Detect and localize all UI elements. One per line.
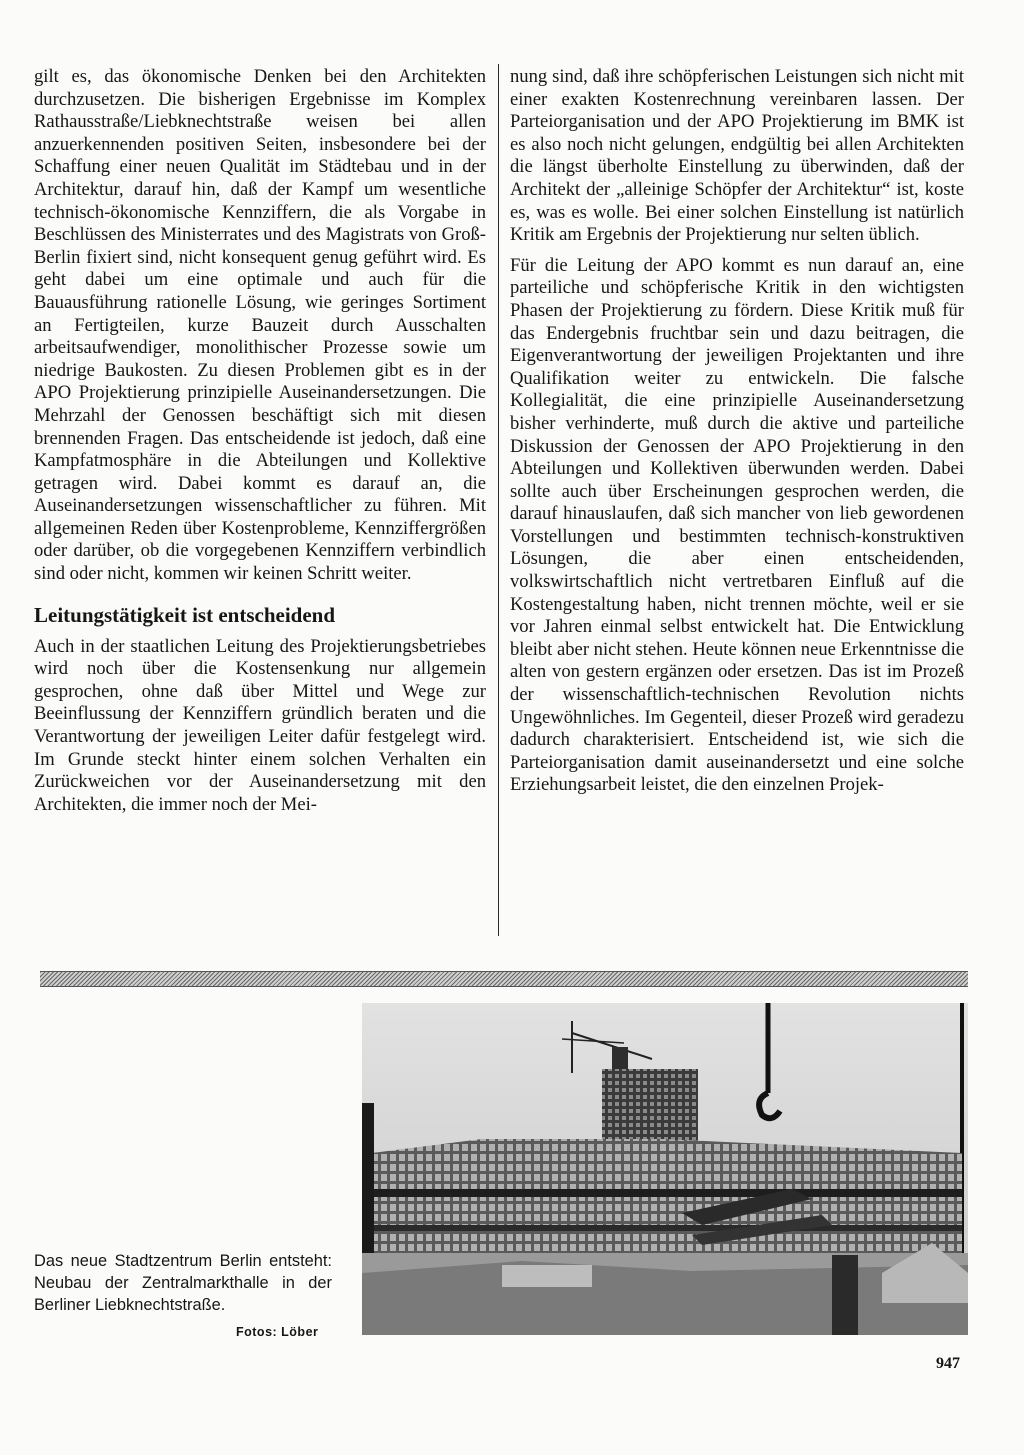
photo-caption: Das neue Stadtzentrum Berlin entsteht: Neubau der Zentralmarkthalle in der Berliner Liebknechtstraße.: [34, 1252, 332, 1314]
left-column: [34, 66, 486, 816]
right-paragraph-1: nung sind, daß ihre schöpferischen Leistungen sich nicht mit einer exakten Kostenrechnung vereinbaren lassen. Der Parteiorganisation und der APO Projektierung im BMK ist es also noch nicht gelungen, endgültig bei allen Architekten die längst überholte Einstellung zu überwinden, daß der Architekt der „alleinige Schöpfer der Architektur“ ist, koste es, was es wolle. Bei einer solchen Einstellung ist natürlich Kritik am Ergebnis der Projektierung nur selten üblich.: [510, 66, 964, 246]
right-column: [510, 66, 964, 797]
construction-photo: [362, 1003, 968, 1335]
right-paragraph-2: Für die Leitung der APO kommt es nun darauf an, eine parteiliche und schöpferische Kritik in den wichtigsten Phasen der Projektierung zu fördern. Diese Kritik muß für das Endergebnis fruchtbar sein und dazu beitragen, die Eigenverantwortung der jeweiligen Projektanten und ihre Qualifikation weiter zu entwickeln. Die falsche Kollegialität, die eine prinzipielle Auseinandersetzung bisher verhinderte, muß durch die aktive und parteiliche Diskussion der Genossen der APO Projektierung in den Abteilungen und Kollektiven überwunden werden. Dabei sollte auch über Erscheinungen gesprochen werden, die darauf hinauslaufen, daß sich mancher von lieb gewordenen Vorstellungen und bestimmten technisch-konstruktiven Lösungen, die aber einen entscheidenden, volkswirtschaftlich nicht vertretbaren Einfluß auf die Kostengestaltung haben, nicht trennen möchte, weil er sie vor Jahren einmal selbst entwickelt hat. Die Entwicklung bleibt aber nicht stehen. Heute können neue Erkenntnisse die alten von gestern ergänzen oder ersetzen. Das ist im Prozeß der wissenschaftlich-technischen Revolution nichts Ungewöhnliches. Im Gegenteil, dieser Prozeß wird geradezu dadurch charakterisiert. Entscheidend ist, wie sich die Parteiorganisation damit auseinandersetzt und eine solche Erziehungsarbeit leistet, die den einzelnen Projek-: [510, 254, 964, 796]
section-heading: Leitungstätigkeit ist entscheidend: [34, 602, 336, 627]
left-paragraph-2: Auch in der staatlichen Leitung des Projektierungsbetriebes wird noch über die Kostensenkung nur allgemein gesprochen, ohne daß über Mittel und Wege zur Beeinflussung der Kennziffern gründlich beraten und die Verantwortung der jeweiligen Leiter dafür festgelegt wird. Im Grunde steckt hinter einem solchen Verhalten ein Zurückweichen vor der Auseinandersetzung mit den Architekten, die immer noch der Mei-: [34, 635, 486, 815]
left-paragraph-1: gilt es, das ökonomische Denken bei den Architekten durchzusetzen. Die bisherigen Ergebnisse im Komplex Rathausstraße/Liebknechtstraße weisen bei allen anzuerkennenden positiven Seiten, insbesondere bei der Schaffung einer neuen Qualität im Städtebau und in der Architektur, darauf hin, daß der Kampf um wesentliche technisch-ökonomische Kennziffern, die als Vorgabe in Beschlüssen des Ministerrates und des Magistrats von Groß-Berlin fixiert sind, nicht konsequent genug geführt wird. Es geht dabei um eine optimale und auch für die Bauausführung rationelle Lösung, wie geringes Sortiment an Fertigteilen, kurze Bauzeit durch Ausschalten arbeitsaufwendiger, monolithischer Prozesse sowie um niedrige Baukosten. Zu diesen Problemen gibt es in der APO Projektierung prinzipielle Auseinandersetzungen. Die Mehrzahl der Genossen beschäftigt sich mit diesen brennenden Fragen. Das entscheidende ist jedoch, daß eine Kampfatmosphäre in die Abteilungen und Kollektive getragen wird. Dabei kommt es darauf an, die Auseinandersetzungen wissenschaftlicher zu führen. Mit allgemeinen Reden über Kostenprobleme, Kennziffergrößen oder darüber, ob die vorgegebenen Kennziffern verbindlich sind oder nicht, kommen wir keinen Schritt weiter.: [34, 66, 486, 585]
photo-credit: Fotos: Löber: [236, 1325, 319, 1339]
page-number: 947: [936, 1355, 960, 1372]
column-divider: [498, 64, 499, 936]
section-rule: [40, 971, 968, 987]
